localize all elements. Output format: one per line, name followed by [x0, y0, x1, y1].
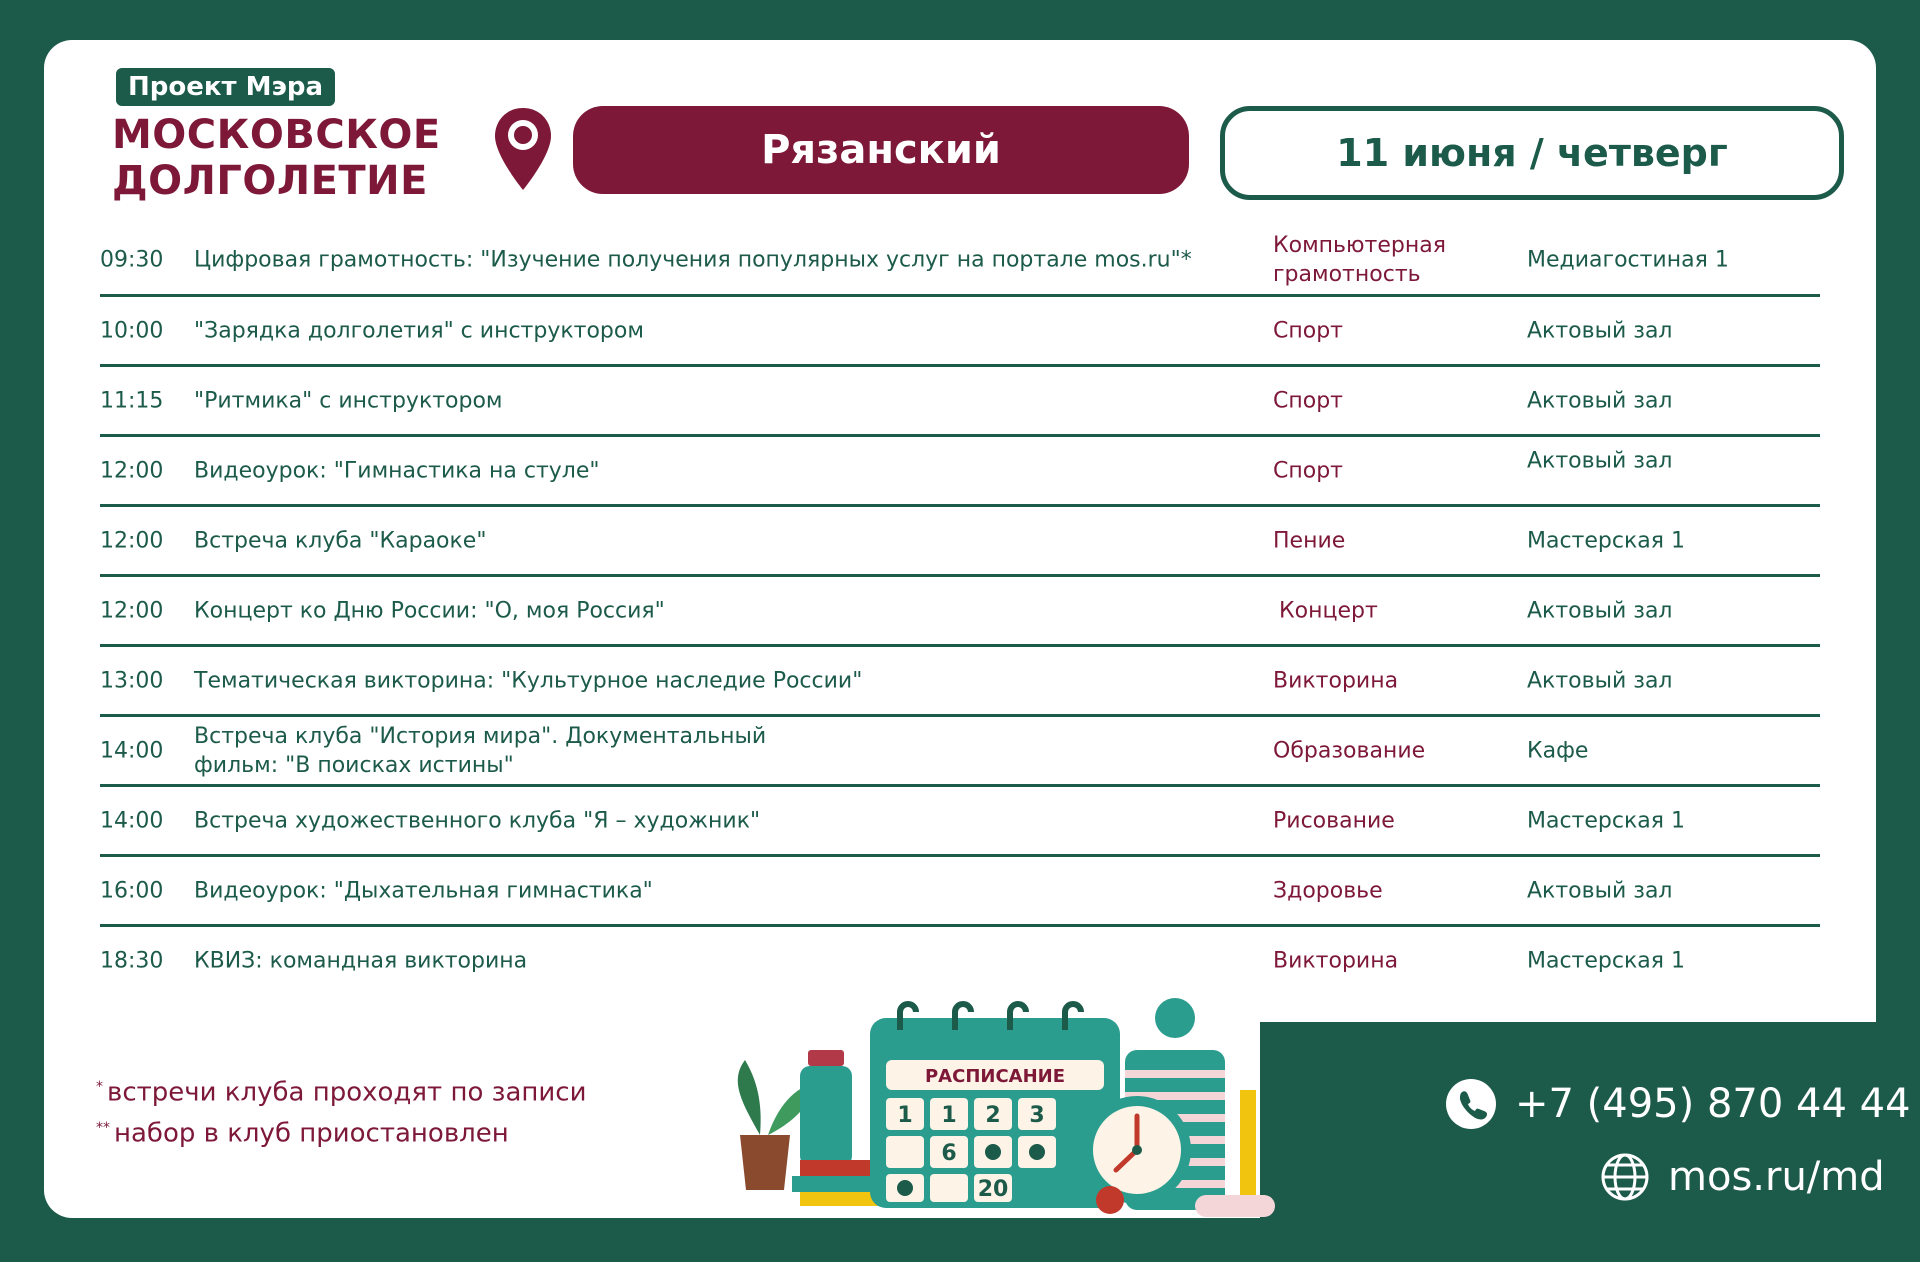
event-category: Викторина	[1273, 948, 1399, 973]
event-room: Актовый зал	[1527, 448, 1673, 474]
phone-number[interactable]: +7 (495) 870 44 44	[1515, 1081, 1911, 1127]
event-title: Цифровая грамотность: "Изучение получения популярных услуг на портале mos.ru"*	[194, 247, 1192, 273]
footnotes	[96, 1070, 586, 1151]
table-row	[100, 226, 1820, 297]
event-title: "Ритмика" с инструктором	[194, 388, 503, 413]
event-time: 10:00	[100, 318, 164, 343]
event-room: Кафе	[1527, 738, 1589, 763]
event-title: Концерт ко Дню России: "О, моя Россия"	[194, 598, 665, 623]
event-time: 14:00	[100, 808, 164, 833]
event-room: Актовый зал	[1527, 388, 1673, 413]
event-room: Актовый зал	[1527, 878, 1673, 903]
event-room: Актовый зал	[1527, 598, 1673, 623]
table-row	[100, 787, 1820, 857]
schedule-illustration	[700, 990, 1300, 1220]
event-time: 18:30	[100, 948, 164, 973]
table-row	[100, 507, 1820, 577]
project-badge: Проект Мэра	[116, 68, 335, 106]
footnote-closed: ** набор в клуб приостановлен	[96, 1118, 509, 1149]
event-category: Пение	[1273, 528, 1346, 553]
event-category: Спорт	[1273, 388, 1343, 413]
phone-contact	[1445, 1078, 1911, 1130]
district-name: Рязанский	[573, 106, 1189, 194]
event-title: Тематическая викторина: "Культурное наследие России"	[194, 668, 863, 693]
event-room: Мастерская 1	[1527, 528, 1685, 553]
calendar-day: 2	[985, 1103, 1001, 1128]
brand-logo	[112, 112, 441, 204]
event-room: Актовый зал	[1527, 668, 1673, 693]
event-category: Спорт	[1273, 458, 1343, 483]
date-label: 11 июня / четверг	[1220, 106, 1844, 200]
event-title: КВИЗ: командная викторина	[194, 948, 528, 973]
table-row	[100, 927, 1820, 994]
event-time: 14:00	[100, 738, 164, 763]
event-category: Спорт	[1273, 318, 1343, 343]
event-room: Актовый зал	[1527, 318, 1673, 343]
event-category: Компьютерная грамотность	[1273, 233, 1446, 287]
table-row	[100, 297, 1820, 367]
calendar-day: 1	[941, 1103, 957, 1128]
event-category: Рисование	[1273, 808, 1395, 833]
event-title: Встреча клуба "История мира". Документальный фильм: "В поисках истины"	[194, 723, 767, 778]
calendar-day: 20	[977, 1177, 1009, 1202]
calendar-day: 3	[1029, 1103, 1045, 1128]
event-time: 12:00	[100, 458, 164, 483]
table-row	[100, 717, 1820, 787]
calendar-day: 6	[941, 1141, 957, 1166]
website-contact	[1600, 1152, 1885, 1202]
calendar-title: РАСПИСАНИЕ	[924, 1066, 1066, 1087]
table-row	[100, 367, 1820, 437]
event-title: Видеоурок: "Гимнастика на стуле"	[194, 458, 600, 483]
event-room: Медиагостиная 1	[1527, 247, 1729, 273]
event-time: 11:15	[100, 388, 164, 413]
footnote-registration: * встречи клуба проходят по записи	[96, 1077, 587, 1108]
event-time: 12:00	[100, 598, 164, 623]
schedule-table	[100, 226, 1820, 994]
event-time: 16:00	[100, 878, 164, 903]
website-link[interactable]: mos.ru/md	[1668, 1154, 1885, 1200]
calendar-day: 1	[897, 1103, 913, 1128]
brand-line-1: МОСКОВСКОЕ	[112, 112, 441, 158]
table-row	[100, 857, 1820, 927]
event-title: Встреча клуба "Караоке"	[194, 528, 487, 553]
globe-icon	[1600, 1152, 1650, 1202]
contact-panel	[1260, 1022, 1920, 1262]
phone-icon	[1445, 1078, 1497, 1130]
event-title: "Зарядка долголетия" с инструктором	[194, 318, 644, 343]
table-row	[100, 437, 1820, 507]
event-time: 09:30	[100, 247, 164, 273]
event-time: 12:00	[100, 528, 164, 553]
event-category: Викторина	[1273, 668, 1399, 693]
event-title: Видеоурок: "Дыхательная гимнастика"	[194, 878, 653, 903]
table-row	[100, 577, 1820, 647]
event-category: Здоровье	[1273, 878, 1383, 903]
event-room: Мастерская 1	[1527, 948, 1685, 973]
event-category: Образование	[1273, 738, 1426, 763]
brand-line-2: ДОЛГОЛЕТИЕ	[112, 158, 428, 204]
event-category: Концерт	[1279, 598, 1378, 623]
event-title: Встреча художественного клуба "Я – художник"	[194, 808, 761, 833]
location-pin-icon	[492, 106, 554, 192]
table-row	[100, 647, 1820, 717]
event-time: 13:00	[100, 668, 164, 693]
event-room: Мастерская 1	[1527, 808, 1685, 833]
